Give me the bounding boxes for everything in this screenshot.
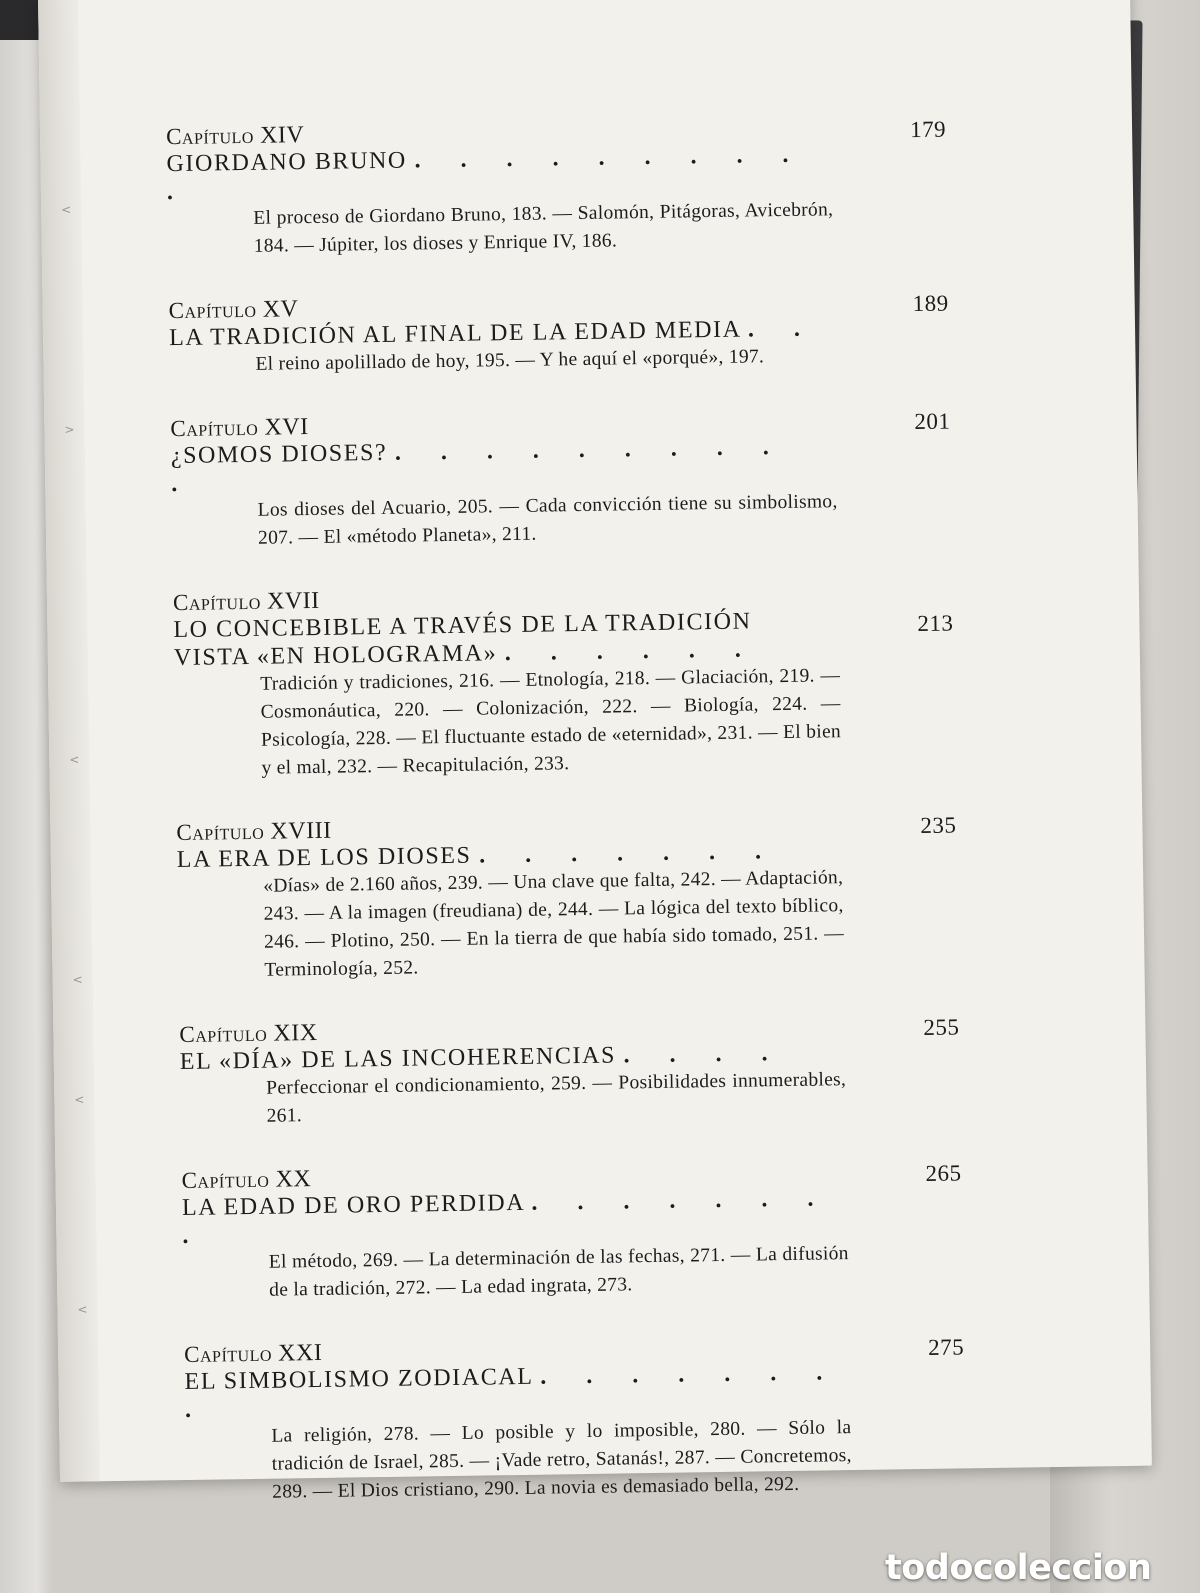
- toc-entry: [184, 1330, 966, 1508]
- toc-entry: [176, 808, 958, 986]
- chapter-summary: El reino apolillado de hoy, 195. — Y he aquí el «porqué», 197.: [255, 346, 765, 375]
- chapter-title: LA EDAD DE ORO PERDIDA . . . . . . . .: [181, 1185, 831, 1249]
- chapter-label: Capítulo XVI: [170, 414, 309, 442]
- binding-stitch: <: [61, 202, 72, 217]
- toc-entry: [170, 405, 952, 555]
- binding-stitch: <: [69, 752, 80, 767]
- page-number: 189: [912, 290, 949, 317]
- chapter-label: Capítulo XIX: [179, 1019, 318, 1048]
- page-number: 213: [917, 610, 954, 637]
- leader-dots: . . . . . .: [504, 636, 758, 667]
- chapter-summary: La religión, 278. — Lo posible y lo imposible, 280. — Sólo la tradición de Israel, 285. — ¡Vade retro, Satanás!, 287. — Concretemos, 289. — El Dios cristiano, 290. La novia es demasiado bella, 292.: [271, 1417, 852, 1503]
- leader-dots: . . . .: [623, 1040, 785, 1069]
- book-page: [38, 0, 1152, 1503]
- leader-dots: . . . . . . . . . .: [171, 433, 786, 498]
- chapter-summary: El proceso de Giordano Bruno, 183. — Salomón, Pitágoras, Avicebrón, 184. — Júpiter, los dioses y Enrique IV, 186.: [253, 199, 834, 257]
- chapter-summary: El método, 269. — La determinación de las fechas, 271. — La difusión de la tradición, 272. — La edad ingrata, 273.: [268, 1243, 849, 1301]
- toc-entry: [181, 1156, 963, 1306]
- chapter-title: LA ERA DE LOS DIOSES . . . . . . .: [176, 838, 779, 874]
- chapter-label: Capítulo XX: [181, 1166, 312, 1193]
- page-number: 235: [920, 812, 957, 838]
- toc-entry: [168, 287, 949, 381]
- leader-dots: . .: [747, 315, 818, 343]
- binding-stitch: >: [64, 422, 75, 437]
- chapter-title: LO CONCEBIBLE A TRAVÉS DE LA TRADICIÓN VISTA «EN HOLOGRAMA» . . . . . .: [173, 608, 758, 672]
- page-number: 179: [909, 116, 947, 143]
- leader-dots: . . . . . . . .: [184, 1359, 840, 1423]
- chapter-title: LA TRADICIÓN AL FINAL DE LA EDAD MEDIA . .: [168, 315, 818, 352]
- chapter-label: Capítulo XVII: [172, 587, 320, 616]
- chapter-summary: «Días» de 2.160 años, 239. — Una clave que falta, 242. — Adaptación, 243. — A la imagen (freudiana) de, 244. — La lógica del texto bíblico, 246. — Plotino, 250. — En la tierra de que había sido tomado, 251. — Terminología, 252.: [263, 867, 845, 981]
- chapter-title: ¿SOMOS DIOSES? . . . . . . . . . .: [170, 433, 786, 498]
- chapter-label: Capítulo XVIII: [176, 817, 332, 846]
- leader-dots: . . . . . . .: [478, 838, 779, 869]
- toc-entry: [166, 113, 948, 263]
- chapter-label: Capítulo XXI: [183, 1339, 323, 1367]
- chapter-title: EL «DÍA» DE LAS INCOHERENCIAS . . . .: [179, 1040, 785, 1076]
- table-of-contents: [166, 113, 967, 1544]
- leader-dots: . . . . . . . . . .: [166, 141, 806, 206]
- chapter-summary: Perfeccionar el condicionamiento, 259. — Posibilidades innumerables, 261.: [266, 1069, 847, 1127]
- toc-entry: [173, 578, 956, 784]
- chapter-label: Capítulo XV: [168, 296, 299, 324]
- page-number: 255: [923, 1014, 960, 1040]
- chapter-summary: Los dioses del Acuario, 205. — Cada convicción tiene su simbolismo, 207. — El «método Planeta», 211.: [257, 491, 838, 549]
- leader-dots: . . . . . . . .: [182, 1185, 831, 1249]
- page-number: 201: [914, 408, 951, 435]
- page-number: 275: [927, 1334, 965, 1360]
- binding-stitch: <: [74, 1092, 85, 1107]
- chapter-label: Capítulo XIV: [165, 122, 305, 150]
- watermark-logo: todocoleccion: [885, 1548, 1152, 1588]
- toc-entry: [179, 1010, 961, 1132]
- chapter-title: EL SIMBOLISMO ZODIACAL . . . . . . . .: [184, 1359, 840, 1423]
- chapter-title: GIORDANO BRUNO . . . . . . . . . .: [166, 141, 806, 206]
- binding-stitch: <: [72, 972, 83, 987]
- chapter-summary: Tradición y tradiciones, 216. — Etnología, 218. — Glaciación, 219. — Cosmonáutica, 220. — Colonización, 222. — Biología, 224. — Psicología, 228. — El fluctuante estado de «eternidad», 231. — El bien y el mal, 232. — Recapitulación, 233.: [260, 665, 842, 779]
- page-number: 265: [925, 1160, 962, 1186]
- binding-stitch: <: [77, 1302, 88, 1317]
